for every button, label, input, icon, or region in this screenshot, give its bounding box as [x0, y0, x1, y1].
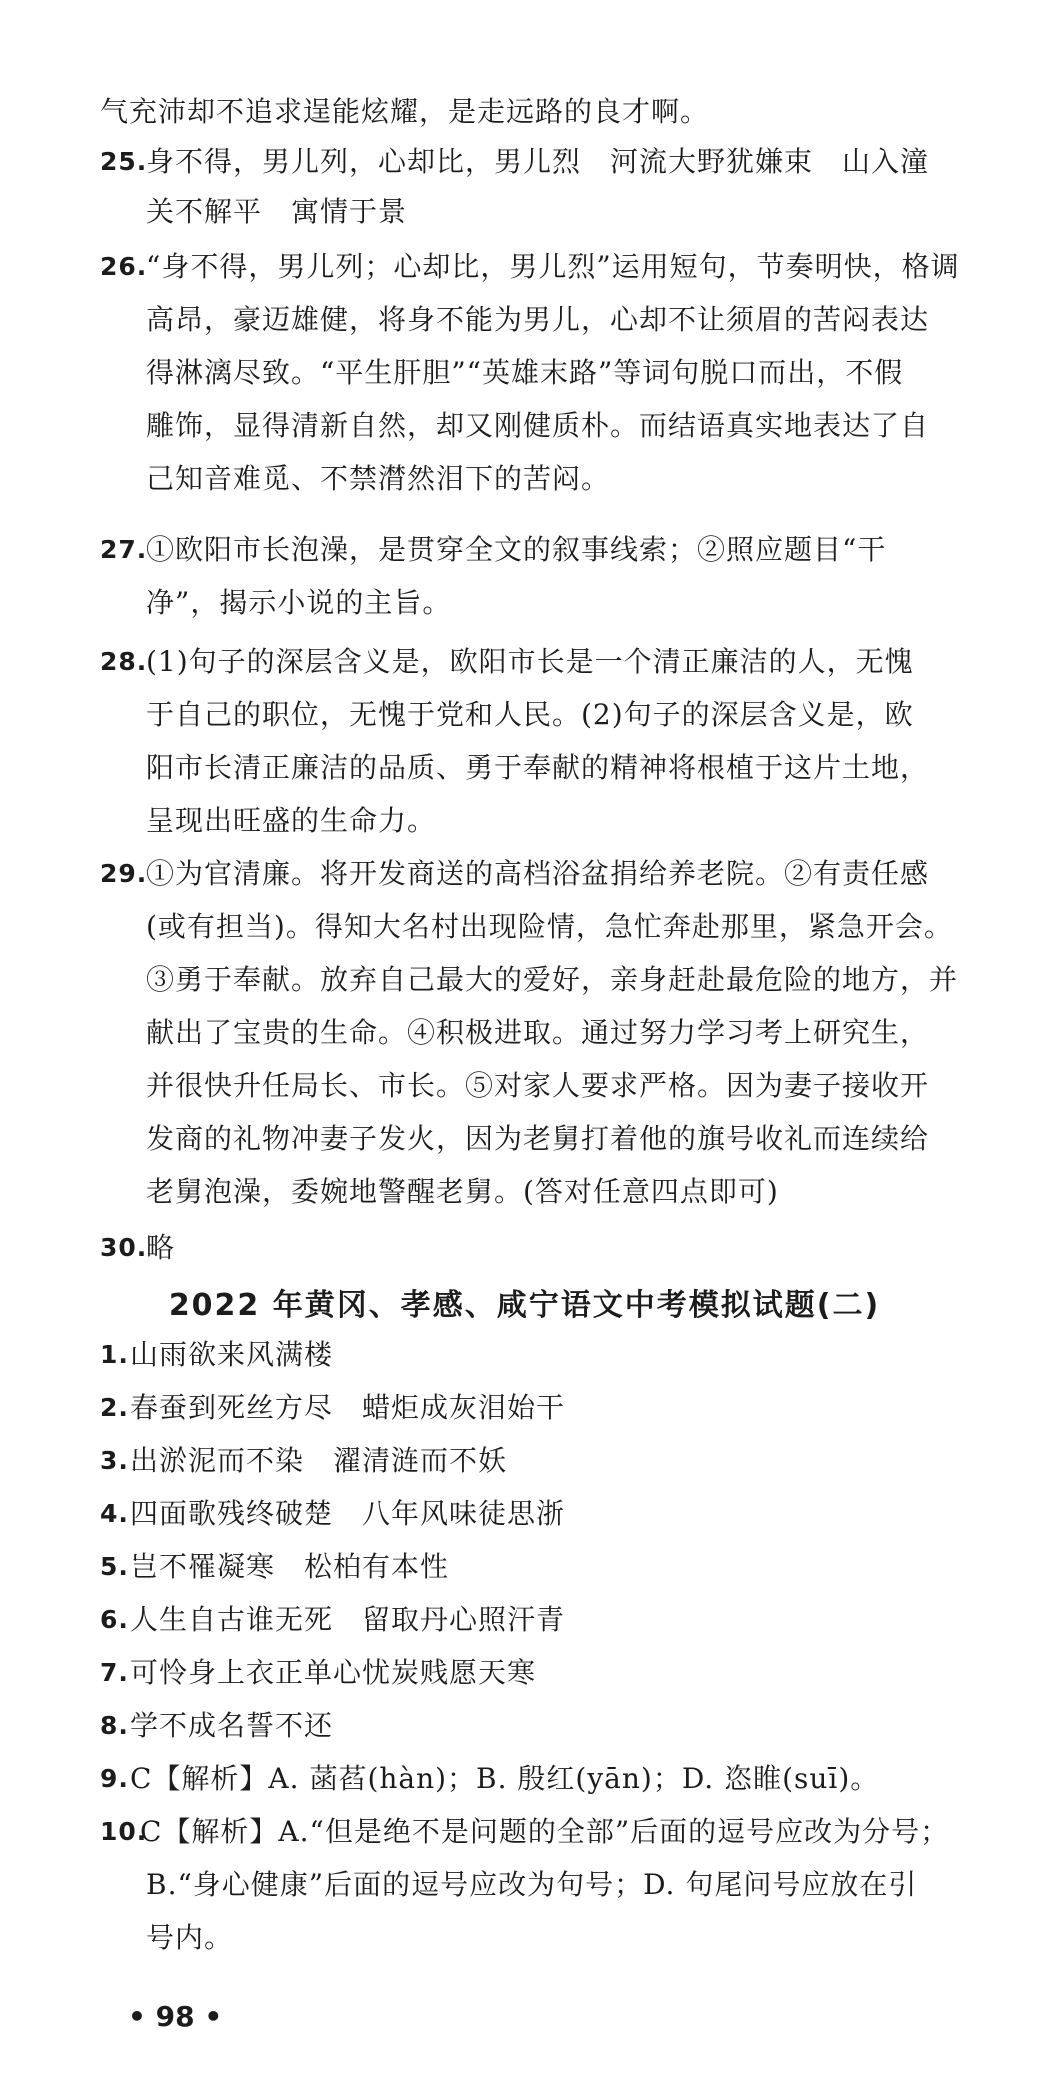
answer-text: 略 [146, 1231, 176, 1264]
line-text: 气充沛却不追求逞能炫耀，是走远路的良才啊。 [100, 95, 710, 128]
section-title: 2022 年黄冈、孝感、咸宁语文中考模拟试题(二) [168, 1288, 881, 1323]
answer-text: ③勇于奉献。放弃自己最大的爱好，亲身赶赴最危险的地方，并 [146, 963, 959, 996]
answer-text: 老舅泡澡，委婉地警醒老舅。(答对任意四点即可) [146, 1175, 779, 1208]
answer-text: 山雨欲来风满楼 [130, 1338, 334, 1371]
answer-number: 1. [100, 1340, 129, 1369]
answer-number: 2. [100, 1393, 129, 1422]
answer-number: 27. [100, 535, 148, 564]
answer-number: 10. [100, 1817, 148, 1846]
answer-text: 高昂，豪迈雄健，将身不能为男儿，心却不让须眉的苦闷表达 [146, 303, 930, 336]
answer-number: 6. [100, 1605, 129, 1634]
answer-text: 己知音难觅、不禁潸然泪下的苦闷。 [146, 462, 611, 495]
answer-text: 身不得，男儿列，心却比，男儿烈 河流大野犹嫌束 山入潼 [146, 145, 930, 178]
answer-text: ①欧阳市长泡澡，是贯穿全文的叙事线索；②照应题目“干 [146, 533, 887, 566]
answer-text: 岂不罹凝寒 松柏有本性 [130, 1550, 450, 1583]
answer-text: 学不成名誓不还 [130, 1709, 334, 1742]
answer-text: C【解析】A.“但是绝不是问题的全部”后面的逗号应改为分号； [140, 1815, 950, 1848]
answer-text: 并很快升任局长、市长。⑤对家人要求严格。因为妻子接收开 [146, 1069, 930, 1102]
answer-number: 4. [100, 1499, 129, 1528]
answer-number: 28. [100, 647, 148, 676]
answer-number: 7. [100, 1658, 129, 1687]
answer-text: 雕饰，显得清新自然，却又刚健质朴。而结语真实地表达了自 [146, 409, 930, 442]
answer-text: 可怜身上衣正单心忧炭贱愿天寒 [130, 1656, 537, 1689]
answer-text: (或有担当)。得知大名村出现险情，急忙奔赴那里，紧急开会。 [146, 910, 953, 943]
answer-text: 号内。 [146, 1921, 234, 1954]
answer-text: 发商的礼物冲妻子发火，因为老舅打着他的旗号收礼而连续给 [146, 1122, 930, 1155]
answer-text: B.“身心健康”后面的逗号应改为句号；D. 句尾问号应放在引 [146, 1868, 918, 1901]
answer-text: 呈现出旺盛的生命力。 [146, 804, 437, 837]
answer-text: 关不解平 寓情于景 [146, 195, 408, 228]
answer-number: 8. [100, 1711, 129, 1740]
answer-text: 于自己的职位，无愧于党和人民。(2)句子的深层含义是，欧 [146, 698, 914, 731]
answer-text: C【解析】A. 菡萏(hàn)；B. 殷红(yān)；D. 恣睢(suī)。 [130, 1762, 880, 1795]
answer-number: 5. [100, 1552, 129, 1581]
answer-text: 阳市长清正廉洁的品质、勇于奉献的精神将根植于这片土地， [146, 751, 930, 784]
answer-text: 春蚕到死丝方尽 蜡炬成灰泪始干 [130, 1391, 566, 1424]
answer-text: 出淤泥而不染 濯清涟而不妖 [130, 1444, 508, 1477]
answer-number: 25. [100, 147, 148, 176]
answer-number: 30. [100, 1233, 148, 1262]
answer-number: 3. [100, 1446, 129, 1475]
answer-text: (1)句子的深层含义是，欧阳市长是一个清正廉洁的人，无愧 [146, 645, 914, 678]
answer-number: 29. [100, 859, 148, 888]
answer-text: “身不得，男儿列；心却比，男儿烈”运用短句，节奏明快，格调 [146, 250, 960, 283]
answer-text: 四面歌残终破楚 八年风味徒思浙 [130, 1497, 566, 1530]
answer-text: ①为官清廉。将开发商送的高档浴盆捐给养老院。②有责任感 [146, 857, 930, 890]
answer-number: 26. [100, 252, 148, 281]
answer-text: 献出了宝贵的生命。④积极进取。通过努力学习考上研究生， [146, 1016, 930, 1049]
answer-text: 得淋漓尽致。“平生肝胆”“英雄末路”等词句脱口而出，不假 [146, 356, 904, 389]
answer-text: 人生自古谁无死 留取丹心照汗青 [130, 1603, 566, 1636]
answer-text: 净”，揭示小说的主旨。 [146, 586, 452, 619]
answer-number: 9. [100, 1764, 129, 1793]
page-number: • 98 • [128, 2000, 223, 2033]
